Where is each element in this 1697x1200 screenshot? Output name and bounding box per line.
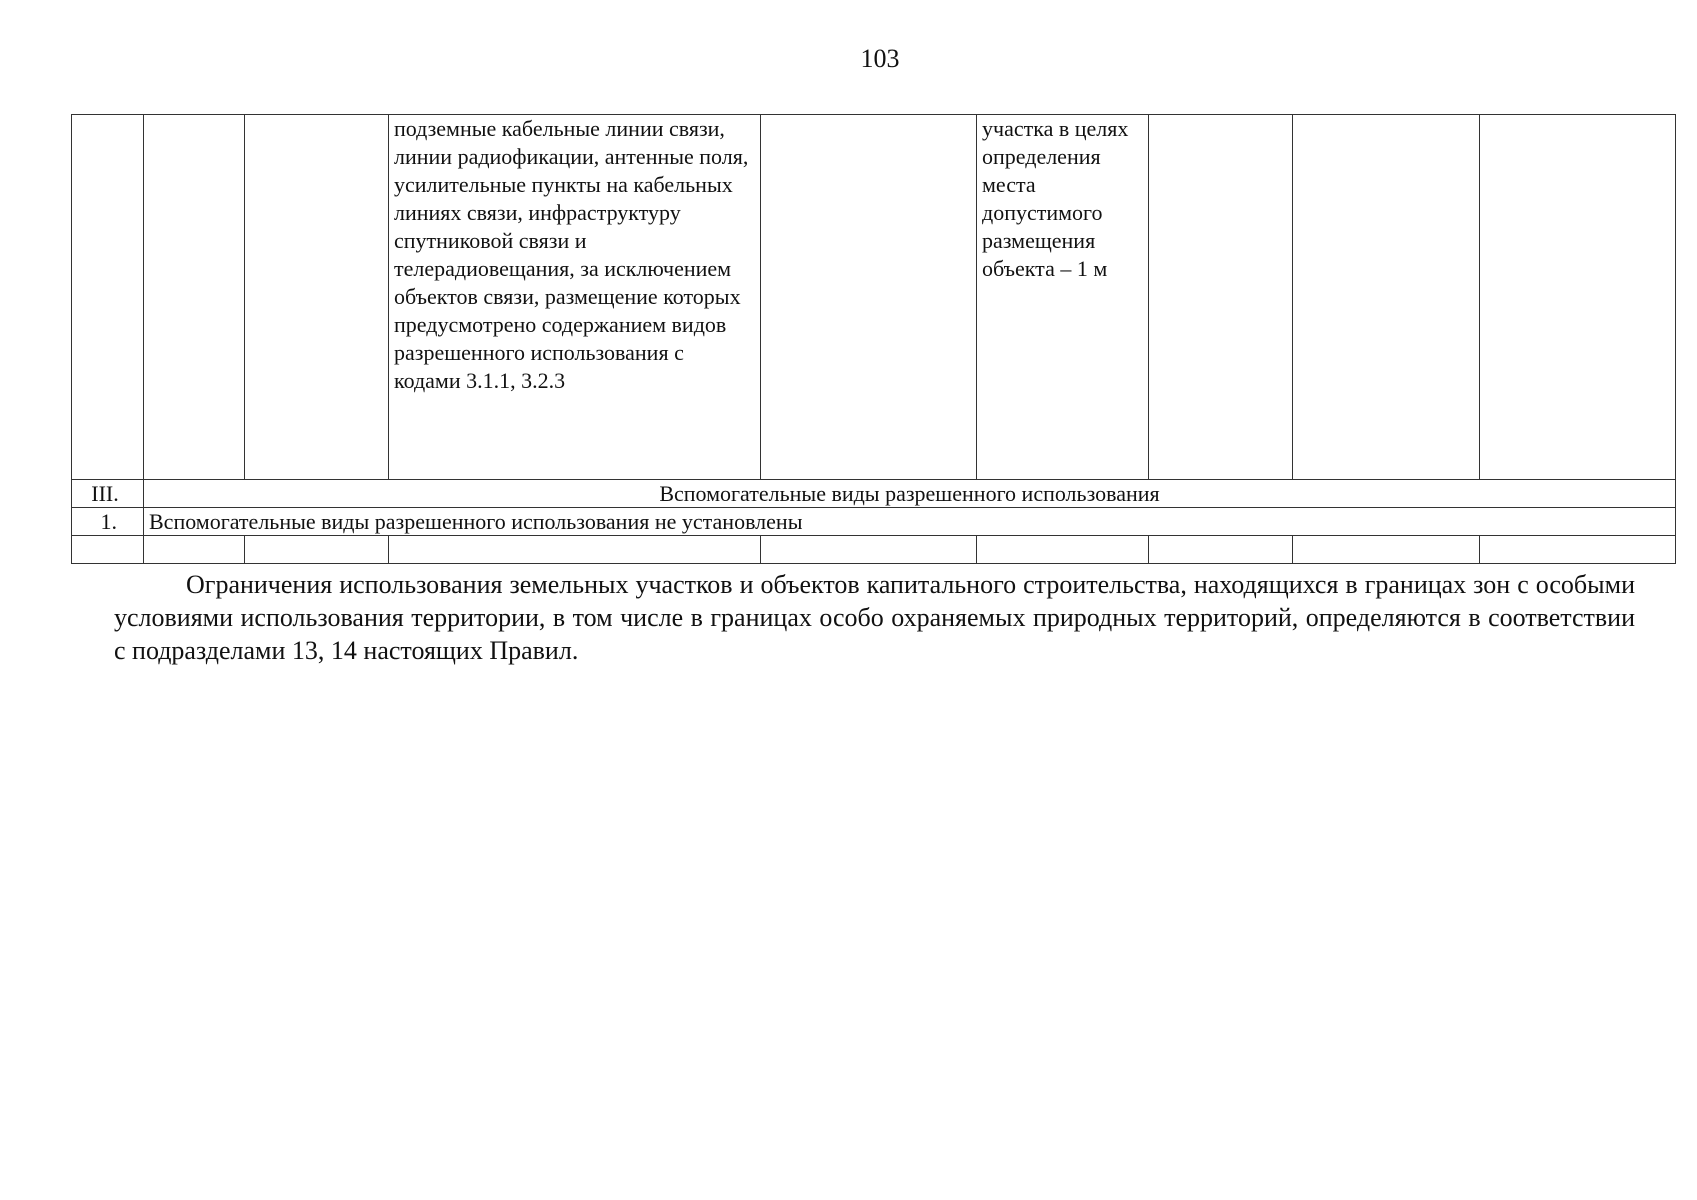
table-cell [977,536,1149,564]
use-description-cell: подземные кабельные линии связи, линии радиофикации, антенные поля, усилительные пункты на кабельных линиях связи, инфраструктуру спутниковой связи и телерадиовещания, за исключением объектов связи, размещение которых предусмотрено содержанием видов разрешенного использования с кодами 3.1.1, 3.2.3 [389,115,761,480]
section-title: Вспомогательные виды разрешенного использования [144,480,1676,508]
table-cell [245,536,389,564]
table-cell [72,115,144,480]
table-cell [144,536,245,564]
table-cell [1293,536,1480,564]
table-cell [1149,536,1293,564]
restrictions-paragraph: Ограничения использования земельных участков и объектов капитального строительства, находящихся в границах зон с особыми условиями использования территории, в том числе в границах особо охраняемых природных территорий, определяются в соответствии с подразделами 13, 14 настоящих Правил. [114,570,1635,665]
row-text: Вспомогательные виды разрешенного использования не установлены [144,508,1676,536]
table-cell [1293,115,1480,480]
table-cell [761,536,977,564]
permitted-use-table [71,114,1676,564]
table-cell [389,536,761,564]
row-number: 1. [72,508,144,536]
table-cell [1480,115,1676,480]
table-cell [1480,536,1676,564]
table-cell [761,115,977,480]
parameter-cell: участка в целях определения места допустимого размещения объекта – 1 м [977,115,1149,480]
table-row [72,115,1676,480]
table-cell [1149,115,1293,480]
section-number: III. [72,480,144,508]
table-row [72,508,1676,536]
table-cell [72,536,144,564]
table-cell [144,115,245,480]
table-cell [245,115,389,480]
section-header-row [72,480,1676,508]
page-number: 103 [860,44,900,73]
empty-table-row [72,536,1676,564]
